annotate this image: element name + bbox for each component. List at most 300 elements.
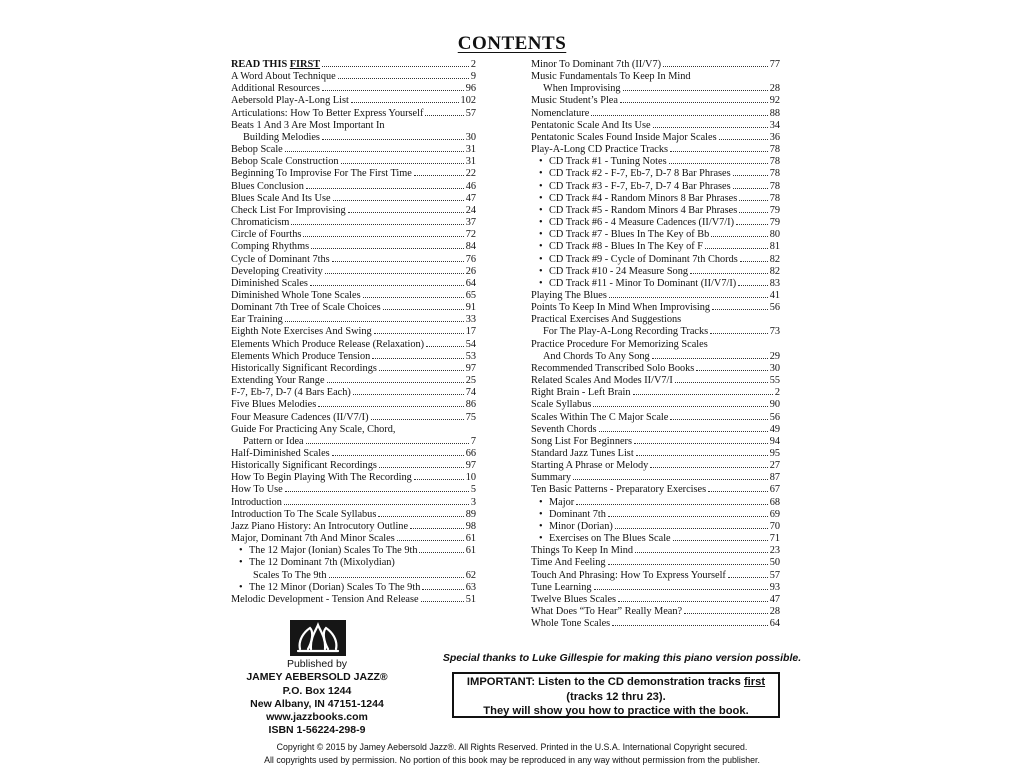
toc-entry-page: 67 (769, 484, 780, 496)
toc-entry-title: How To Use (231, 484, 283, 496)
leader-dots (332, 455, 464, 456)
toc-entry-page: 47 (769, 593, 780, 605)
toc-entry-page: 75 (465, 411, 476, 423)
toc-entry-page: 31 (465, 144, 476, 156)
toc-entry-page: 90 (769, 399, 780, 411)
toc-entry-title: READ THIS FIRST (231, 59, 321, 70)
toc-entry (531, 594, 780, 606)
toc-entry-page: 2 (774, 387, 780, 399)
toc-entry (231, 509, 476, 521)
toc-entry (231, 59, 476, 71)
bullet-icon: • (539, 229, 543, 241)
leader-dots (690, 273, 768, 274)
toc-entry (231, 497, 476, 509)
toc-entry-page: 9 (470, 71, 476, 83)
toc-entry-page: 47 (465, 192, 476, 204)
toc-entry (231, 351, 476, 363)
toc-entry-page: 27 (769, 460, 780, 472)
leader-dots (673, 540, 768, 541)
toc-entry (531, 399, 780, 411)
toc-entry (531, 229, 780, 241)
toc-entry-page: 50 (769, 557, 780, 569)
toc-entry (231, 132, 476, 144)
toc-entry (231, 521, 476, 533)
toc-entry-page: 56 (769, 302, 780, 314)
leader-dots (708, 491, 768, 492)
toc-entry-page: 78 (769, 144, 780, 156)
toc-entry-page: 102 (460, 95, 476, 107)
toc-entry-page: 93 (769, 581, 780, 593)
toc-entry (531, 108, 780, 120)
leader-dots (738, 285, 768, 286)
leader-dots (421, 601, 464, 602)
leader-dots (332, 261, 464, 262)
toc-entry-page: 77 (769, 59, 780, 70)
bullet-icon: • (539, 180, 543, 192)
toc-entry (231, 156, 476, 168)
toc-entry-page: 30 (769, 362, 780, 374)
toc-entry-heading (531, 339, 780, 351)
leader-dots (306, 443, 469, 444)
toc-entry (531, 472, 780, 484)
toc-entry-title: What Does “To Hear” Really Mean? (531, 606, 683, 618)
toc-left-column (231, 59, 476, 606)
bullet-icon: • (539, 265, 543, 277)
toc-entry-title: When Improvising (543, 83, 621, 95)
toc-entry (231, 217, 476, 229)
leader-dots (609, 297, 768, 298)
toc-entry-page: 64 (465, 277, 476, 289)
toc-entry-title: • Exercises on The Blues Scale (539, 533, 671, 545)
toc-entry-page: 34 (769, 119, 780, 131)
toc-entry-page: 92 (769, 95, 780, 107)
leader-dots (608, 516, 768, 517)
toc-entry-title: • Dominant 7th (539, 508, 606, 520)
copyright-line-1: Copyright © 2015 by Jamey Aebersold Jazz®. All Rights Reserved. Printed in the U.S.A. International Copyright secured. (276, 742, 748, 752)
toc-entry-title: Starting A Phrase or Melody (531, 460, 649, 472)
toc-entry-title: For The Play-A-Long Recording Tracks (543, 326, 709, 338)
leader-dots (633, 394, 773, 395)
toc-entry-title: Touch And Phrasing: How To Express Yourself (531, 569, 726, 581)
leader-dots (338, 78, 469, 79)
toc-entry-title: Introduction To The Scale Syllabus (231, 508, 377, 520)
toc-entry-title: • CD Track #6 - 4 Measure Cadences (II/V7/I) (539, 217, 735, 229)
toc-entry (531, 387, 780, 399)
toc-entry-page: 79 (769, 217, 780, 229)
toc-entry (531, 156, 780, 168)
leader-dots (593, 406, 767, 407)
toc-entry-title: Beginning To Improvise For The First Time (231, 168, 412, 180)
leader-dots (733, 175, 768, 176)
leader-dots (608, 564, 768, 565)
leader-dots (291, 224, 463, 225)
toc-entry-title: Check List For Improvising (231, 204, 346, 216)
toc-entry-title: Song List For Beginners (531, 435, 632, 447)
leader-dots (719, 139, 768, 140)
leader-dots (736, 224, 768, 225)
toc-entry-title: Circle of Fourths (231, 229, 302, 241)
toc-entry (231, 254, 476, 266)
leader-dots (333, 200, 464, 201)
toc-entry-title: Scales To The 9th (253, 569, 327, 581)
toc-entry-heading (231, 424, 476, 436)
toc-entry (231, 108, 476, 120)
toc-entry (231, 363, 476, 375)
toc-entry-title: Seventh Chords (531, 423, 597, 435)
toc-entry-title: • The 12 Minor (Dorian) Scales To The 9th (239, 581, 421, 593)
leader-dots (705, 248, 768, 249)
toc-entry (231, 545, 476, 557)
toc-entry-title: Jazz Piano History: An Introcutory Outline (231, 520, 409, 532)
toc-entry-title: Things To Keep In Mind (531, 545, 634, 557)
leader-dots (397, 540, 464, 541)
toc-entry-page: 33 (465, 314, 476, 326)
toc-entry-title: Comping Rhythms (231, 241, 310, 253)
leader-dots (371, 419, 464, 420)
publisher-name: JAMEY AEBERSOLD JAZZ® (246, 671, 388, 684)
publisher-isbn: ISBN 1-56224-298-9 (268, 724, 366, 737)
toc-entry-page: 53 (465, 350, 476, 362)
toc-entry (531, 509, 780, 521)
toc-entry-title: Bebop Scale Construction (231, 156, 339, 168)
toc-entry (231, 302, 476, 314)
leader-dots (425, 115, 463, 116)
toc-entry-title: • The 12 Major (Ionian) Scales To The 9th (239, 545, 418, 557)
toc-entry-title: Points To Keep In Mind When Improvising (531, 302, 711, 314)
toc-entry (531, 326, 780, 338)
toc-entry-title: F-7, Eb-7, D-7 (4 Bars Each) (231, 387, 351, 399)
leader-dots (306, 188, 464, 189)
toc-entry-page: 3 (470, 496, 476, 508)
toc-entry (231, 582, 476, 594)
toc-entry-page: 37 (465, 217, 476, 229)
toc-entry-page: 74 (465, 387, 476, 399)
toc-entry-title: Diminished Whole Tone Scales (231, 289, 361, 301)
toc-entry (231, 472, 476, 484)
leader-dots (310, 285, 464, 286)
toc-entry-title: Music Student’s Plea (531, 95, 618, 107)
toc-entry-title: • CD Track #3 - F-7, Eb-7, D-7 4 Bar Phrases (539, 180, 731, 192)
toc-entry (531, 205, 780, 217)
toc-entry-page: 61 (465, 533, 476, 545)
toc-entry-page: 28 (769, 606, 780, 618)
toc-entry (231, 484, 476, 496)
bullet-icon: • (539, 496, 543, 508)
toc-entry (231, 375, 476, 387)
toc-entry (531, 375, 780, 387)
toc-entry-page: 17 (465, 326, 476, 338)
leader-dots (712, 309, 768, 310)
toc-entry-page: 24 (465, 204, 476, 216)
toc-entry (231, 229, 476, 241)
toc-entry-title: Right Brain - Left Brain (531, 387, 631, 399)
toc-entry (531, 83, 780, 95)
toc-entry-page: 68 (769, 496, 780, 508)
toc-entry (231, 412, 476, 424)
leader-dots (612, 625, 768, 626)
toc-entry-page: 76 (465, 253, 476, 265)
leader-dots (325, 273, 464, 274)
toc-entry-title: Additional Resources (231, 83, 320, 95)
toc-entry-title: Practice Procedure For Memorizing Scales (531, 338, 708, 350)
leader-dots (341, 163, 464, 164)
toc-entry-title: Articulations: How To Better Express Yourself (231, 107, 424, 119)
leader-dots (372, 358, 463, 359)
toc-entry-title: Related Scales And Modes II/V7/I (531, 375, 673, 387)
toc-entry-page: 69 (769, 508, 780, 520)
important-box (452, 672, 780, 718)
leader-dots (652, 358, 768, 359)
toc-entry-heading (531, 314, 780, 326)
important-line-2: (tracks 12 thru 23). (566, 690, 666, 703)
toc-entry-title: • CD Track #8 - Blues In The Key of F (539, 241, 703, 253)
toc-entry-page: 30 (465, 131, 476, 143)
toc-entry (231, 448, 476, 460)
leader-dots (739, 200, 768, 201)
leader-dots (426, 346, 464, 347)
toc-entry-title: Twelve Blues Scales (531, 593, 617, 605)
toc-entry (231, 83, 476, 95)
toc-entry (531, 570, 780, 582)
toc-entry (231, 241, 476, 253)
toc-entry (531, 278, 780, 290)
leader-dots (711, 236, 767, 237)
leader-dots (618, 601, 768, 602)
toc-entry-title: Standard Jazz Tunes List (531, 448, 634, 459)
toc-entry-page: 79 (769, 204, 780, 216)
toc-entry-title: • CD Track #5 - Random Minors 4 Bar Phrases (539, 204, 738, 216)
toc-entry (531, 144, 780, 156)
publisher-city: New Albany, IN 47151-1244 (250, 697, 384, 710)
toc-entry-title: Music Fundamentals To Keep In Mind (531, 71, 691, 83)
toc-entry-title: The 12 Dominant 7th (Mixolydian) (249, 557, 395, 569)
leader-dots (636, 455, 768, 456)
toc-entry-title: Four Measure Cadences (II/V7/I) (231, 411, 369, 423)
toc-entry-page: 97 (465, 460, 476, 472)
leader-dots (663, 66, 768, 67)
important-line-3: They will show you how to practice with the book. (483, 705, 749, 717)
toc-entry-page: 81 (769, 241, 780, 253)
toc-entry-page: 25 (465, 375, 476, 387)
toc-entry-page: 57 (465, 107, 476, 119)
publisher-website: www.jazzbooks.com (266, 711, 368, 724)
toc-entry (231, 205, 476, 217)
toc-entry-title: • CD Track #10 - 24 Measure Song (539, 265, 689, 277)
aebersold-logo (290, 620, 346, 656)
toc-entry-title: Nomenclature (531, 107, 590, 119)
toc-entry (531, 497, 780, 509)
toc-entry-title: • CD Track #2 - F-7, Eb-7, D-7 8 Bar Phrases (539, 168, 731, 180)
toc-entry (231, 326, 476, 338)
toc-entry-title: Ten Basic Patterns - Preparatory Exercises (531, 484, 707, 496)
toc-entry-page: 80 (769, 229, 780, 241)
toc-entry (531, 290, 780, 302)
toc-entry (531, 351, 780, 363)
toc-entry-title: Five Blues Melodies (231, 399, 317, 411)
toc-entry (531, 557, 780, 569)
page-title: CONTENTS (457, 33, 567, 54)
toc-entry-title: Summary (531, 472, 572, 484)
leader-dots (739, 212, 768, 213)
leader-dots (650, 467, 767, 468)
toc-entry (231, 399, 476, 411)
leader-dots (322, 139, 464, 140)
toc-entry-title: Developing Creativity (231, 265, 323, 277)
leader-dots (318, 406, 463, 407)
toc-entry-page: 28 (769, 83, 780, 95)
toc-entry-title: A Word About Technique (231, 71, 336, 83)
toc-entry (231, 570, 476, 582)
toc-entry-page: 49 (769, 423, 780, 435)
bullet-icon: • (239, 557, 243, 569)
leader-dots (284, 504, 469, 505)
leader-dots (710, 333, 768, 334)
toc-entry-page: 87 (769, 472, 780, 484)
toc-entry-page: 31 (465, 156, 476, 168)
toc-entry-title: Play-A-Long CD Practice Tracks (531, 144, 668, 156)
leader-dots (573, 479, 768, 480)
publisher-address: P.O. Box 1244 (282, 684, 352, 697)
leader-dots (410, 528, 464, 529)
toc-entry (531, 181, 780, 193)
toc-entry (531, 606, 780, 618)
leader-dots (733, 188, 768, 189)
toc-entry (531, 217, 780, 229)
toc-entry-title: How To Begin Playing With The Recording (231, 472, 412, 484)
toc-entry (231, 533, 476, 545)
leader-dots (740, 261, 768, 262)
toc-entry (231, 460, 476, 472)
bullet-icon: • (239, 581, 243, 593)
toc-entry (531, 132, 780, 144)
bullet-icon: • (539, 533, 543, 545)
toc-entry-page: 78 (769, 192, 780, 204)
toc-entry (531, 521, 780, 533)
toc-entry-title: Diminished Scales (231, 277, 308, 289)
toc-entry-title: Elements Which Produce Release (Relaxation) (231, 338, 425, 350)
toc-entry-page: 64 (769, 618, 780, 630)
toc-entry-title: Blues Conclusion (231, 180, 304, 192)
leader-dots (419, 552, 463, 553)
leader-dots (351, 102, 459, 103)
toc-entry (531, 254, 780, 266)
toc-entry (531, 448, 780, 460)
toc-entry-page: 78 (769, 168, 780, 180)
toc-entry-title: Melodic Development - Tension And Release (231, 593, 419, 605)
toc-entry (531, 302, 780, 314)
toc-entry-title: Chromaticism (231, 217, 290, 229)
toc-entry-title: Minor To Dominant 7th (II/V7) (531, 59, 662, 70)
toc-entry-page: 46 (465, 180, 476, 192)
toc-entry-title: • Minor (Dorian) (539, 520, 613, 532)
toc-entry-title: Blues Scale And Its Use (231, 192, 331, 204)
bullet-icon: • (539, 204, 543, 216)
leader-dots (623, 90, 768, 91)
toc-entry-title: Pentatonic Scales Found Inside Major Scales (531, 131, 717, 143)
toc-entry-title: • CD Track #9 - Cycle of Dominant 7th Chords (539, 253, 738, 265)
toc-entry-title: • CD Track #11 - Minor To Dominant (II/V7/I) (539, 277, 737, 289)
toc-entry-title: Scales Within The C Major Scale (531, 411, 669, 423)
toc-entry-title: • CD Track #4 - Random Minors 8 Bar Phrases (539, 192, 738, 204)
toc-entry-page: 83 (769, 277, 780, 289)
toc-entry-page: 82 (769, 265, 780, 277)
toc-entry-title: Aebersold Play-A-Long List (231, 95, 349, 107)
leader-dots (675, 382, 768, 383)
toc-entry-page: 86 (465, 399, 476, 411)
bullet-icon: • (539, 168, 543, 180)
toc-entry-title: Cycle of Dominant 7ths (231, 253, 330, 265)
bullet-icon: • (539, 253, 543, 265)
toc-entry-title: Extending Your Range (231, 375, 325, 387)
toc-entry (531, 412, 780, 424)
toc-entry (531, 484, 780, 496)
toc-entry-page: 22 (465, 168, 476, 180)
toc-entry (231, 594, 476, 606)
leader-dots (414, 479, 464, 480)
bullet-icon: • (539, 277, 543, 289)
toc-entry-title: Pentatonic Scale And Its Use (531, 119, 651, 131)
leader-dots (285, 321, 464, 322)
leader-dots (591, 115, 767, 116)
leader-dots (285, 491, 469, 492)
toc-entry-page: 71 (769, 533, 780, 545)
toc-entry-page: 10 (465, 472, 476, 484)
toc-entry-title: Guide For Practicing Any Scale, Chord, (231, 423, 396, 435)
bullet-icon: • (539, 508, 543, 520)
leader-dots (670, 151, 768, 152)
toc-entry-title: Ear Training (231, 314, 283, 326)
toc-entry-page: 61 (465, 545, 476, 557)
leader-dots (322, 90, 464, 91)
bullet-icon: • (539, 192, 543, 204)
toc-entry-page: 2 (470, 59, 476, 70)
toc-entry-title: Beats 1 And 3 Are Most Important In (231, 119, 385, 131)
toc-entry-page: 55 (769, 375, 780, 387)
toc-entry-page: 95 (769, 448, 780, 459)
important-text: Listen to the CD demonstration tracks (535, 676, 744, 688)
toc-entry (231, 193, 476, 205)
toc-entry (531, 363, 780, 375)
bullet-icon: • (539, 241, 543, 253)
toc-entry-page: 41 (769, 289, 780, 301)
toc-entry (231, 181, 476, 193)
toc-entry-page: 57 (769, 569, 780, 581)
toc-entry (531, 193, 780, 205)
leader-dots (635, 552, 768, 553)
toc-entry (231, 278, 476, 290)
toc-right-column (531, 59, 780, 630)
leader-dots (353, 394, 464, 395)
toc-entry-page: 7 (470, 435, 476, 447)
toc-entry-title: Pattern or Idea (243, 435, 304, 447)
leader-dots (620, 102, 768, 103)
toc-entry-page: 72 (465, 229, 476, 241)
toc-entry-heading (531, 71, 780, 83)
toc-entry-title: Dominant 7th Tree of Scale Choices (231, 302, 381, 314)
toc-entry-title: Introduction (231, 496, 282, 508)
toc-entry-page: 82 (769, 253, 780, 265)
toc-entry-title: Scale Syllabus (531, 399, 592, 411)
toc-entry-page: 36 (769, 131, 780, 143)
toc-entry (231, 144, 476, 156)
toc-entry (531, 95, 780, 107)
toc-entry-page: 29 (769, 350, 780, 362)
toc-entry-page: 66 (465, 448, 476, 459)
toc-entry (231, 71, 476, 83)
leader-dots (311, 248, 464, 249)
toc-entry-page: 5 (470, 484, 476, 496)
copyright-notice (0, 741, 1024, 766)
